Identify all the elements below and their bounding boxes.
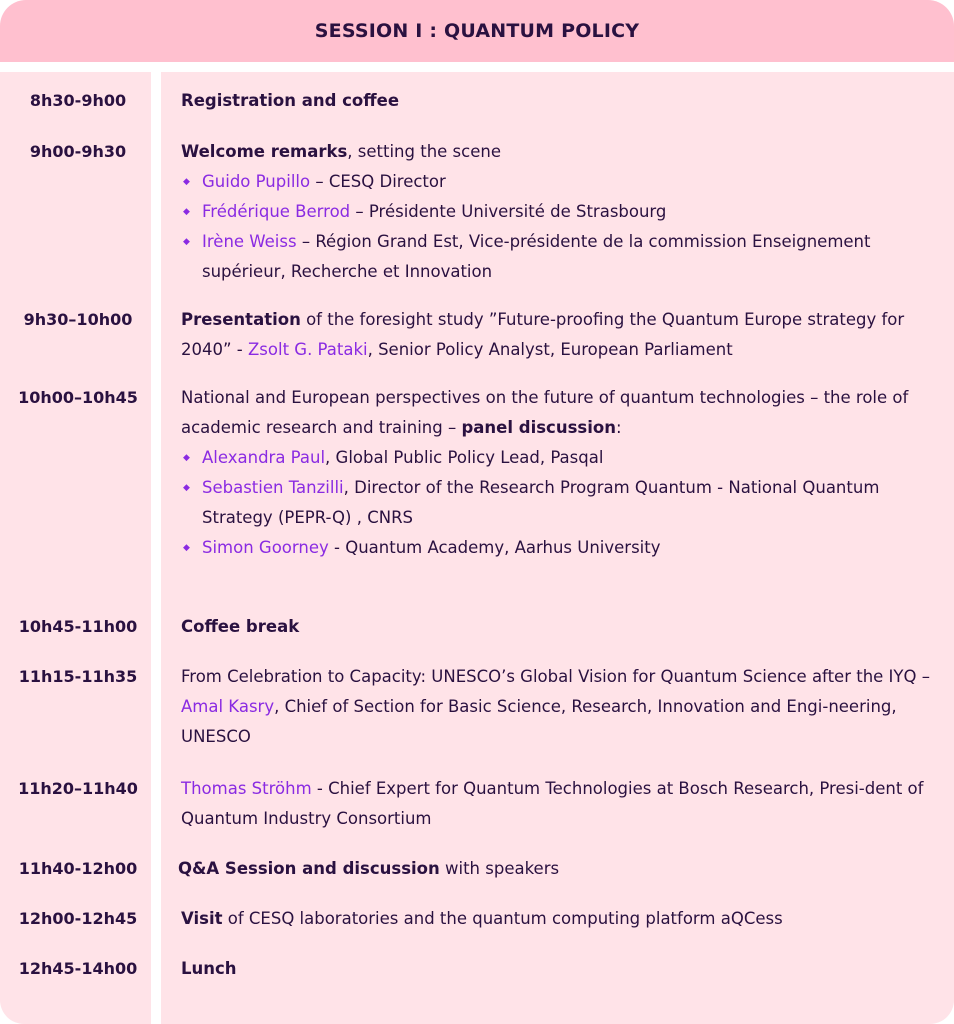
agenda-text: From Celebration to Capacity: UNESCO’s Global Vision for Quantum Science after the IYQ –	[181, 667, 930, 686]
agenda-time: 11h40-12h00	[18, 859, 138, 878]
speaker-role: – Région Grand Est, Vice-présidente de la commission Enseignement supérieur, Recherche et Innovation	[202, 232, 871, 281]
agenda-time: 10h00–10h45	[18, 388, 138, 407]
agenda-description	[181, 305, 937, 365]
agenda-title: Registration and coffee	[181, 91, 400, 110]
session-header	[0, 0, 954, 62]
agenda-description	[181, 904, 937, 934]
speaker-item	[181, 473, 937, 533]
speaker-name: Simon Goorney	[202, 538, 329, 557]
speaker-name: Zsolt G. Pataki	[247, 340, 368, 359]
speaker-name: Sebastien Tanzilli	[202, 478, 344, 497]
speaker-item	[181, 167, 937, 197]
speaker-role: , Global Public Policy Lead, Pasqal	[325, 448, 604, 467]
diamond-icon: ◆	[183, 543, 190, 553]
diamond-icon: ◆	[183, 453, 190, 463]
agenda-description	[178, 854, 934, 884]
agenda-title: Visit	[181, 909, 223, 928]
agenda-description	[181, 383, 937, 563]
agenda-time: 9h00-9h30	[29, 142, 127, 161]
agenda-time: 8h30-9h00	[29, 91, 127, 110]
speaker-role: - Chief Expert for Quantum Technologies at Bosch Research, Presi-dent of Quantum Industry Consortium	[181, 779, 924, 828]
agenda-text: of the foresight study ”Future-proofing the Quantum Europe strategy for 2040” -	[181, 310, 905, 359]
agenda-suffix: :	[615, 418, 622, 437]
agenda-time: 12h45-14h00	[18, 959, 138, 978]
speaker-name: Frédérique Berrod	[202, 202, 351, 221]
agenda-bold: panel discussion	[461, 418, 616, 437]
speaker-item	[181, 197, 937, 227]
agenda-title: Lunch	[181, 959, 237, 978]
agenda-description	[181, 774, 937, 834]
agenda-time: 11h15-11h35	[18, 667, 138, 686]
speaker-name: Alexandra Paul	[202, 448, 326, 467]
agenda-time: 10h45-11h00	[18, 617, 138, 636]
speaker-role: – CESQ Director	[310, 172, 446, 191]
agenda-description	[181, 86, 937, 116]
speaker-role: – Présidente Université de Strasbourg	[350, 202, 667, 221]
agenda-time: 12h00-12h45	[18, 909, 138, 928]
agenda-title: Coffee break	[181, 617, 300, 636]
speaker-role: - Quantum Academy, Aarhus University	[328, 538, 661, 557]
agenda-description	[181, 954, 937, 984]
diamond-icon: ◆	[183, 207, 190, 217]
agenda-text: of CESQ laboratories and the quantum computing platform aQCess	[222, 909, 783, 928]
agenda-text: National and European perspectives on the future of quantum technologies – the role of academic research and training –	[181, 388, 909, 437]
speaker-name: Guido Pupillo	[202, 172, 311, 191]
agenda-text: , setting the scene	[347, 142, 501, 161]
agenda-text: with speakers	[439, 859, 560, 878]
agenda-description	[181, 612, 937, 642]
speaker-item	[181, 443, 937, 473]
agenda-time: 11h20–11h40	[18, 779, 138, 798]
speaker-item	[181, 227, 937, 287]
agenda-description	[181, 137, 937, 287]
speaker-role: , Chief of Section for Basic Science, Research, Innovation and Engi-neering, UNESCO	[181, 697, 897, 746]
speaker-name: Amal Kasry	[181, 697, 275, 716]
agenda-description	[181, 662, 937, 752]
speaker-item	[181, 533, 937, 563]
agenda-title: Q&A Session and discussion	[178, 859, 440, 878]
speaker-name: Irène Weiss	[202, 232, 297, 251]
agenda-title: Welcome remarks	[181, 142, 348, 161]
speaker-role: , Senior Policy Analyst, European Parliament	[367, 340, 733, 359]
agenda-title: Presentation	[181, 310, 301, 329]
diamond-icon: ◆	[183, 177, 190, 187]
diamond-icon: ◆	[183, 237, 190, 247]
session-title: SESSION I : QUANTUM POLICY	[314, 20, 640, 42]
speaker-name: Thomas Ströhm	[181, 779, 312, 798]
speaker-role: , Director of the Research Program Quantum - National Quantum Strategy (PEPR-Q) , CNRS	[202, 478, 880, 527]
diamond-icon: ◆	[183, 483, 190, 493]
agenda-time: 9h30–10h00	[23, 310, 133, 329]
